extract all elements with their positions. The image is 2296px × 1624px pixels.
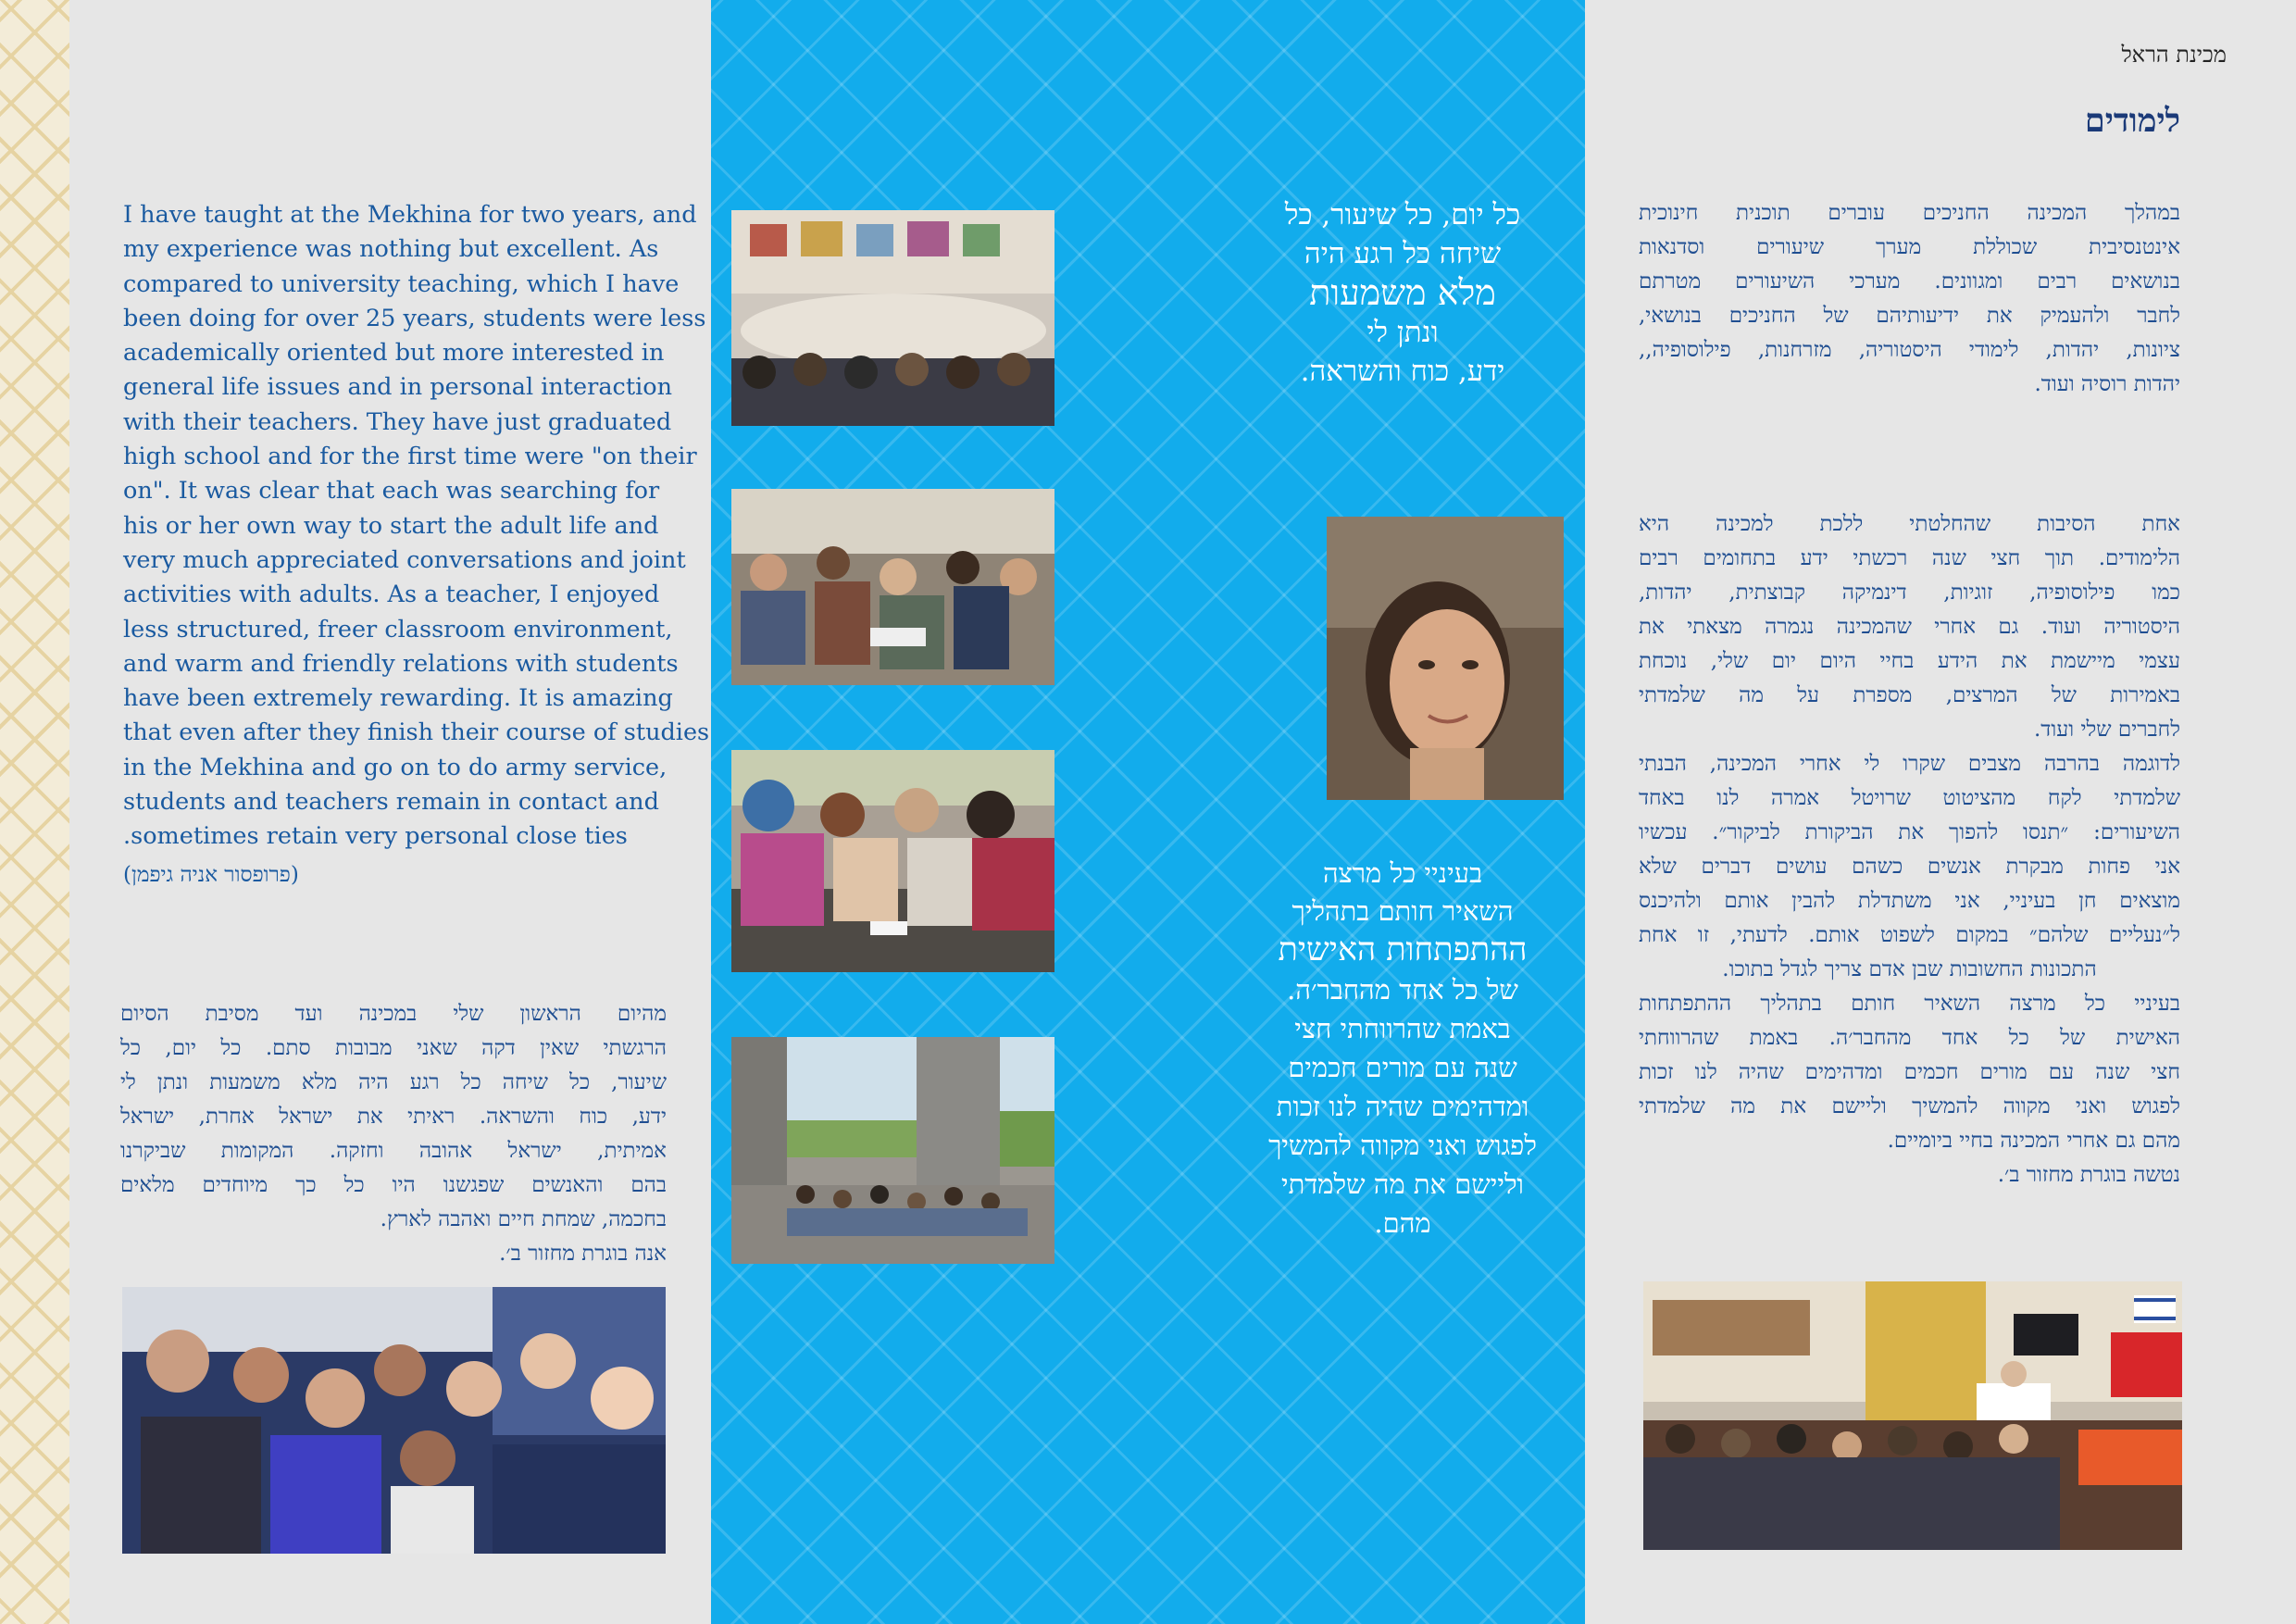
text-line: לדוגמה בהרבה מצבים שקרו לי אחרי המכינה, הבנתי: [1639, 752, 2180, 776]
header-small-title: מכינת הראל: [2121, 42, 2227, 68]
text-line: אני פחות מבקרת אנשים כשהם עושים דברים שלא: [1639, 855, 2180, 879]
text-line: כמו פילוסופיה, זוגיות, דינמיקה קבוצתית, יהדות,: [1639, 581, 2180, 605]
text-line: היסטוריה ועוד. גם אחרי שהמכינה נגמרה מצאתי את: [1639, 615, 2180, 639]
hebrew-testimony: [120, 997, 667, 1271]
text-line: בנושאים רבים ומגוונים. מערכי השיעורים מטרתם: [1639, 269, 2180, 294]
quote-line: כל יום, כל שיעור, כל: [1284, 198, 1521, 231]
text-line: האישית של כל אחד מהחבר׳ה. באמת שהרווחתי: [1639, 1026, 2180, 1050]
quote-top: [1241, 194, 1565, 391]
english-testimony: [123, 198, 710, 855]
lecture-circle-photo: [731, 210, 1054, 426]
text-line: high school and for the first time were "on their: [123, 443, 697, 471]
quote-emphasis: ההתפתחות האישית: [1278, 931, 1528, 968]
studies-intro-paragraph: [1639, 196, 2180, 402]
quote-line: ומדהימים שהיה לנו זכות: [1276, 1091, 1529, 1122]
hebrew-signature: אנה בוגרת מחזור ב׳.: [499, 1242, 667, 1266]
text-line: חצי שנה עם מורים חכמים ומדהימים שהיה לנו זכות: [1639, 1060, 2180, 1084]
decorative-pattern-strip: [0, 0, 69, 1624]
text-line: מוצאים חן בעיניי, אני משתדלת להבין אותם ולהיכנס: [1639, 889, 2180, 913]
quote-line: ידע, כוח והשראה.: [1300, 355, 1505, 388]
text-line: אמיתית, ישראל אהובה וחזקה. המקומות שביקרנו: [120, 1139, 667, 1163]
text-line: לחבר ולהעמיק את ידיעותיהם של החניכים בנושאי,: [1639, 304, 2180, 328]
portrait-photo: [1327, 517, 1564, 800]
text-line: been doing for over 25 years, students were less: [123, 304, 706, 332]
text-line: .sometimes retain very personal close ties: [123, 822, 628, 851]
text-line: הלימודים. תוך חצי שנה רכשתי ידע בתחומים רבים: [1639, 546, 2180, 570]
text-line: general life issues and in personal interaction: [123, 373, 672, 402]
group-work-photo: [731, 750, 1054, 972]
text-line: in the Mekhina and go on to do army service,: [123, 753, 668, 781]
text-line: that even after they finish their course of studies: [123, 718, 710, 747]
graduate-signature: נטשה בוגרת מחזור ב׳.: [1997, 1163, 2180, 1187]
quote-line: וליישם את מה שלמדתי: [1281, 1168, 1524, 1200]
text-line: אינטנסיבית שכוללת מערך שיעורים וסדנאות: [1639, 235, 2180, 259]
text-line: have been extremely rewarding. It is amazing: [123, 684, 673, 713]
text-line: my experience was nothing but excellent. As: [123, 235, 659, 264]
text-line: שיעור, כל שיחה כל רגע היה מלא משמעות ונתן לי: [120, 1070, 667, 1094]
quote-line: ונתן לי: [1366, 316, 1439, 349]
text-line: לפגוש ואני מקווה להמשיך וליישם את מה שלמדתי: [1639, 1094, 2180, 1118]
text-line: compared to university teaching, which I have: [123, 269, 680, 298]
quote-line: לפגוש ואני מקווה להמשיך: [1268, 1130, 1537, 1161]
text-line: בעיניי כל מרצה השאיר חותם בתהליך ההתפתחות: [1639, 992, 2180, 1016]
text-line: ל״נעליים שלהם״ במקום לשפוט אותם. לדעתי, זו אחת: [1639, 923, 2180, 947]
text-line: ידע, כוח והשראה. ראיתי את ישראל אחרת, ישראל: [120, 1105, 667, 1129]
text-line: מהם גם אחרי המכינה בחיי ביומיים.: [1887, 1129, 2180, 1153]
text-line: במהלך המכינה החניכים עוברים תוכנית חינוכית: [1639, 201, 2180, 225]
text-line: I have taught at the Mekhina for two years, and: [123, 201, 697, 229]
text-line: and warm and friendly relations with students: [123, 649, 679, 678]
text-line: academically oriented but more interested in: [123, 339, 665, 368]
english-attribution: (פרופסור אניה גיפמן): [123, 863, 299, 887]
graduate-testimony-paragraph: [1639, 507, 2180, 1193]
text-line: לחברים שלי ועוד.: [2034, 718, 2180, 742]
text-line: עצמי מיישמת את הידע בחיי היום יום שלי, נוכחת: [1639, 649, 2180, 673]
text-line: באמירות של המרצים, מספרת על מה שלמדתי: [1639, 683, 2180, 707]
text-line: ציונות, יהדות, לימודי היסטוריה, מזרחנות, פילוסופיה,,: [1639, 338, 2180, 362]
quote-bottom: [1241, 854, 1565, 1243]
section-title: לימודים: [2084, 102, 2180, 140]
text-line: בהם והאנשים שפגשנו היו כל כך מיוחדים מלאים: [120, 1173, 667, 1197]
quote-line: מהם.: [1374, 1207, 1431, 1239]
text-line: התכונות החשובות שבן אדם צריך לגדל בתוכו.: [1722, 957, 2097, 981]
quote-line: של כל אחד מהחבר׳ה.: [1287, 974, 1518, 1006]
text-line: on". It was clear that each was searching for: [123, 477, 660, 506]
text-line: יהדות רוסיה ועוד.: [2034, 372, 2180, 396]
outdoor-gathering-photo: [731, 1037, 1054, 1264]
text-line: his or her own way to start the adult life and: [123, 511, 659, 540]
lecture-hall-photo: [1643, 1281, 2182, 1550]
quote-emphasis: מלא משמעות: [1309, 272, 1496, 313]
text-line: activities with adults. As a teacher, I enjoyed: [123, 581, 660, 609]
text-line: with their teachers. They have just graduated: [123, 407, 672, 436]
quote-line: באמת שהרווחתי חצי: [1294, 1013, 1511, 1044]
quote-line: בעיניי כל מרצה: [1322, 857, 1483, 889]
text-line: students and teachers remain in contact and: [123, 788, 659, 817]
text-line: שלמדתי לקח מהציטוט שרויטל אמרה לנו באחד: [1639, 786, 2180, 810]
text-line: very much appreciated conversations and joint: [123, 545, 686, 574]
quote-line: שיחה כל רגע היה: [1304, 237, 1502, 270]
text-line: הרגשתי שאין דקה שאני מבובות סתם. כל יום, כל: [120, 1036, 667, 1060]
text-line: מהיום הראשון שלי במכינה ועד מסיבת הסיום: [120, 1002, 667, 1026]
text-line: השיעורים: ״תנסו להפוך את הביקורת לביקור״. עכשיו: [1639, 820, 2180, 844]
text-line: בחכמה, שמחת חיים ואהבה לארץ.: [380, 1207, 667, 1231]
group-selfie-photo: [122, 1287, 666, 1554]
text-line: אחת הסיבות שהחלטתי ללכת למכינה היא: [1639, 512, 2180, 536]
quote-line: שנה עם מורים חכמים: [1288, 1052, 1517, 1083]
quote-line: השאיר חותם בתהליך: [1292, 895, 1514, 927]
text-line: less structured, freer classroom environment,: [123, 615, 673, 643]
classroom-study-photo: [731, 489, 1054, 685]
